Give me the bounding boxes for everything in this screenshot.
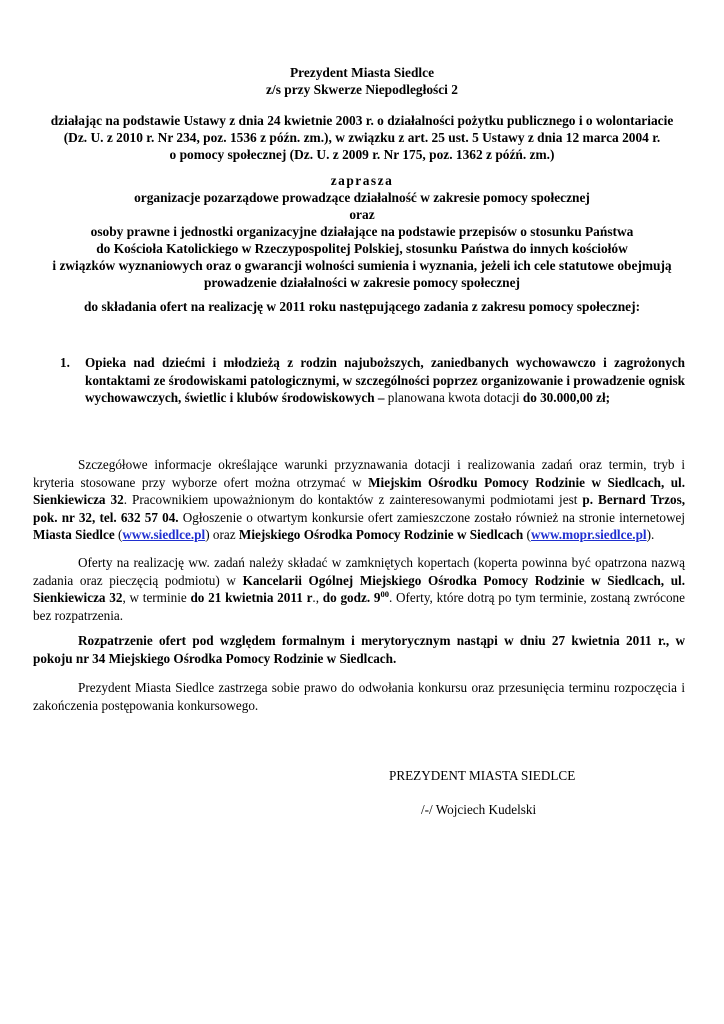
task-description: Opieka nad dziećmi i młodzieżą z rodzin najuboższych, zaniedbanych wychowawczo i zagrożonych kontaktami ze środowiskami patologicznymi, w szczególności poprzez organizowanie i prowadzenie ognisk wychowawczych, świetlic i klubów środowiskowych – — [85, 355, 685, 405]
office-address: Miejskim Ośrodku Pomocy Rodzinie w Siedlcach, ul. Sienkiewicza 32 — [33, 474, 685, 508]
invite-oraz: oraz — [349, 207, 375, 222]
text-run: Szczegółowe informacje określające warunki przyznawania dotacji i realizowania zadań oraz termin, tryb i kryteria stosowane przy wyborze ofert można otrzymać w — [33, 457, 685, 490]
call-for-offers: do składania ofert na realizację w 2011 roku następującego zadania z zakresu pomocy społecznej: — [83, 299, 641, 314]
city-name: Miasta Siedlce — [33, 527, 115, 543]
invite-word: zaprasza — [330, 173, 394, 188]
deadline-hour — [323, 590, 389, 605]
submission-paragraph — [33, 554, 685, 624]
task-text — [85, 354, 685, 407]
text-run: ( — [523, 527, 531, 543]
review-text: Rozpatrzenie ofert pod względem formalnym i merytorycznym nastąpi w dniu 27 kwietnia 2011 r., w pokoju nr 34 Miejskiego Ośrodka Pomocy Rodzinie w Siedlcach. — [33, 633, 685, 666]
invite-line: i związków wyznaniowych oraz o gwarancji wolności sumienia i wyznania, jeżeli ich cele statutowe obejmują — [52, 258, 672, 273]
legal-basis-line: działając na podstawie Ustawy z dnia 24 kwietnie 2003 r. o działalności pożytku publicznego i o wolontariacie — [50, 113, 674, 128]
task-amount: do 30.000,00 zł; — [522, 390, 611, 405]
info-paragraph — [33, 456, 685, 544]
deadline-minutes: 00 — [380, 589, 389, 600]
office-location: Kancelarii Ogólnej Miejskiego Ośrodka Pomocy Rodzinie w Siedlcach, ul. Sienkiewicza 32 — [33, 572, 685, 606]
mopr-link[interactable]: www.mopr.siedlce.pl — [530, 527, 647, 543]
text-run: . Pracownikiem upoważnionym do kontaktów z zainteresowanymi podmiotami jest — [123, 492, 583, 508]
deadline-date: do 21 kwietnia 2011 r — [190, 590, 313, 606]
task-number: 1. — [60, 355, 70, 370]
reservation-text: Prezydent Miasta Siedlce zastrzega sobie prawo do odwołania konkursu oraz przesunięcia terminu rozpoczęcia i zakończenia postępowania konkursowego. — [33, 680, 685, 713]
text-run: Ogłoszenie o otwartym konkursie ofert zamieszczone zostało również na stronie internetowej — [178, 509, 686, 525]
mopr-name: Miejskiego Ośrodka Pomocy Rodzinie w Siedlcach — [238, 527, 524, 543]
issuer-address: z/s przy Skwerze Niepodległości 2 — [266, 82, 458, 97]
task-item — [60, 354, 685, 407]
legal-basis — [40, 112, 684, 163]
invite-line: do Kościoła Katolickiego w Rzeczypospolitej Polskiej, stosunku Państwa do innych kościołów — [96, 241, 628, 256]
text-run: , w terminie — [122, 590, 191, 606]
reservation-paragraph — [33, 679, 685, 714]
text-run: . Oferty, które dotrą po tym terminie, zostaną zwrócone bez rozpatrzenia. — [33, 590, 685, 623]
contact-person: p. Bernard Trzos, pok. nr 32, tel. 632 57 04. — [33, 492, 686, 525]
invitation-block — [40, 172, 684, 291]
siedlce-link[interactable]: www.siedlce.pl — [122, 527, 206, 543]
task-amount-label: planowana kwota dotacji — [384, 390, 523, 405]
text-run: ). — [646, 527, 655, 543]
issuer-name: Prezydent Miasta Siedlce — [289, 65, 435, 80]
deadline-hour-text: do godz. 9 — [322, 590, 381, 606]
invite-line: osoby prawne i jednostki organizacyjne działające na podstawie przepisów o stosunku Państwa — [90, 224, 634, 239]
issuer-block — [40, 64, 684, 98]
signature-name: /-/ Wojciech Kudelski — [421, 802, 537, 817]
invite-line: organizacje pozarządowe prowadzące działalność w zakresie pomocy społecznej — [134, 190, 590, 205]
text-run: Oferty na realizację ww. zadań należy składać w zamkniętych kopertach (koperta powinna być opatrzona nazwą zadania oraz pieczęcią podmiotu) w — [33, 555, 685, 588]
signature-title: PREZYDENT MIASTA SIEDLCE — [389, 768, 576, 783]
review-paragraph — [33, 632, 685, 667]
legal-basis-line: o pomocy społecznej (Dz. U. z 2009 r. Nr 175, poz. 1362 z późń. zm.) — [169, 147, 555, 162]
text-run: ) oraz — [205, 527, 239, 543]
legal-basis-line: (Dz. U. z 2010 r. Nr 234, poz. 1536 z późn. zm.), w związku z art. 25 ust. 5 Ustawy z dnia 12 marca 2004 r. — [63, 130, 661, 145]
text-run: ., — [312, 590, 323, 606]
text-run: ( — [114, 527, 123, 543]
invite-line: prowadzenie działalności w zakresie pomocy społecznej — [203, 275, 520, 290]
